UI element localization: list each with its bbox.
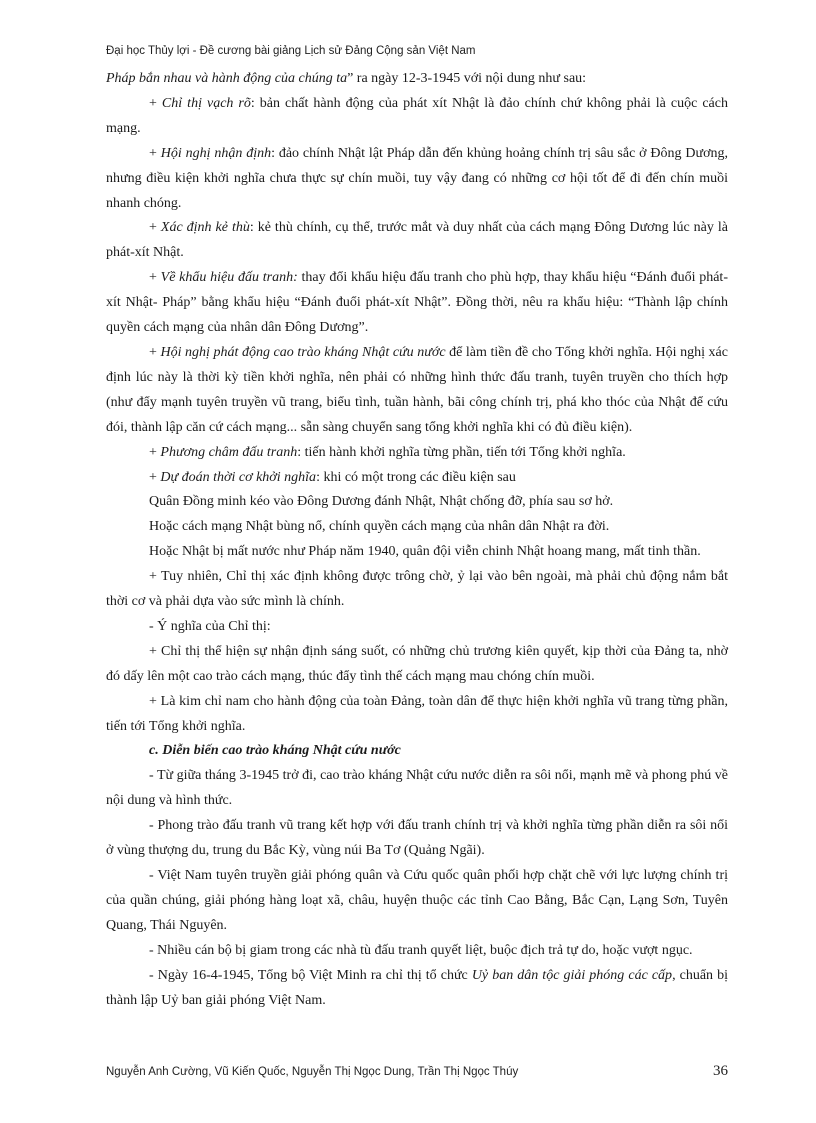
paragraph: + Phương châm đấu tranh: tiến hành khởi nghĩa từng phần, tiến tới Tổng khởi nghĩa. (149, 444, 626, 460)
paragraph: - Ngày 16-4-1945, Tổng bộ Việt Minh ra chỉ thị tổ chức Uỷ ban dân tộc giải phóng các cấp, chuẩn bị thành lập Uỷ ban giải phóng Việt Nam. (106, 967, 728, 1008)
paragraph: Pháp bắn nhau và hành động của chúng ta” ra ngày 12-3-1945 với nội dung như sau: (106, 71, 587, 86)
paragraph: - Việt Nam tuyên truyền giải phóng quân và Cứu quốc quân phối hợp chặt chẽ với lực lượng chính trị của quần chúng, giải phóng hàng loạt xã, châu, huyện thuộc các tỉnh Cao Bằng, Bắc Cạn, Lạng Sơn, Tuyên Quang, Thái Nguyên. (106, 868, 728, 933)
paragraph: + Chỉ thị vạch rõ: bản chất hành động của phát xít Nhật là đảo chính chứ không phải là cuộc cách mạng. (106, 95, 728, 136)
italic-phrase: Chỉ thị vạch rõ (161, 95, 251, 111)
italic-phrase: Hội nghị nhận định (160, 145, 272, 161)
paragraph: - Ý nghĩa của Chỉ thị: (149, 618, 271, 634)
paragraph: + Tuy nhiên, Chỉ thị xác định không được trông chờ, ỷ lại vào bên ngoài, mà phải chủ động nắm bắt thời cơ và phải dựa vào sức mình là chính. (106, 569, 728, 610)
section-heading: c. Diễn biến cao trào kháng Nhật cứu nước (149, 743, 401, 759)
paragraph: + Hội nghị nhận định: đảo chính Nhật lật Pháp dẫn đến khủng hoảng chính trị sâu sắc ở Đông Dương, nhưng điều kiện khởi nghĩa chưa thực sự chín muồi, tuy vậy đang có những cơ hội tốt để đi đến chín muồi nhanh chóng. (106, 145, 728, 211)
italic-phrase: Hội nghị phát động cao trào kháng Nhật cứu nước (160, 344, 446, 360)
paragraph: - Từ giữa tháng 3-1945 trở đi, cao trào kháng Nhật cứu nước diễn ra sôi nổi, mạnh mẽ và phong phú về nội dung và hình thức. (106, 768, 728, 809)
paragraph: + Là kim chỉ nam cho hành động của toàn Đảng, toàn dân để thực hiện khởi nghĩa vũ trang từng phần, tiến tới Tổng khởi nghĩa. (106, 693, 728, 734)
page-number: 36 (713, 1063, 728, 1079)
paragraph: + Xác định kẻ thù: kẻ thù chính, cụ thể, trước mắt và duy nhất của cách mạng Đông Dương lúc này là phát-xít Nhật. (106, 220, 728, 261)
paragraph: Quân Đồng minh kéo vào Đông Dương đánh Nhật, Nhật chống đỡ, phía sau sơ hở. (149, 494, 614, 510)
paragraph: + Dự đoán thời cơ khởi nghĩa: khi có một trong các điều kiện sau (149, 469, 516, 485)
paragraph: - Phong trào đấu tranh vũ trang kết hợp với đấu tranh chính trị và khởi nghĩa từng phần diễn ra sôi nổi ở vùng thượng du, trung du Bắc Kỳ, vùng núi Ba Tơ (Quảng Ngãi). (106, 818, 728, 859)
italic-phrase: Pháp bắn nhau và hành động của chúng ta (106, 71, 348, 86)
paragraph: + Hội nghị phát động cao trào kháng Nhật cứu nước để làm tiền đề cho Tổng khởi nghĩa. Hội nghị xác định lúc này là thời kỳ tiền khởi nghĩa, nên phải có những hình thức đấu tranh, tuyên truyền cho thích hợp (như đẩy mạnh tuyên truyền vũ trang, biểu tình, tuần hành, bãi công chính trị, phá kho thóc của Nhật để cứu đói, thành lập căn cứ cách mạng... sẵn sàng chuyển sang tổng khởi nghĩa khi có đủ điều kiện). (106, 344, 728, 435)
italic-phrase: Phương châm đấu tranh (160, 444, 298, 460)
italic-phrase: Uỷ ban dân tộc giải phóng các cấp (471, 967, 673, 983)
italic-phrase: Dự đoán thời cơ khởi nghĩa (160, 469, 317, 485)
page-header: Đại học Thủy lợi - Đề cương bài giảng Lịch sử Đảng Cộng sản Việt Nam (106, 45, 476, 57)
document-body (106, 67, 728, 1013)
italic-phrase: Xác định kẻ thù (160, 220, 250, 236)
paragraph: - Nhiều cán bộ bị giam trong các nhà tù đấu tranh quyết liệt, buộc địch trả tự do, hoặc vượt ngục. (149, 942, 693, 958)
paragraph: + Chỉ thị thể hiện sự nhận định sáng suốt, có những chủ trương kiên quyết, kịp thời của Đảng ta, nhờ đó dấy lên một cao trào cách mạng, thúc đẩy tình thế cách mạng mau chóng chín muồi. (106, 643, 728, 684)
italic-phrase: Về khẩu hiệu đấu tranh: (160, 270, 298, 286)
paragraph: Hoặc cách mạng Nhật bùng nổ, chính quyền cách mạng của nhân dân Nhật ra đời. (149, 519, 610, 535)
footer-authors: Nguyễn Anh Cường, Vũ Kiến Quốc, Nguyễn Thị Ngọc Dung, Trần Thị Ngọc Thúy (106, 1066, 519, 1078)
paragraph: Hoặc Nhật bị mất nước như Pháp năm 1940, quân đội viễn chinh Nhật hoang mang, mất tinh thần. (149, 544, 701, 560)
paragraph: + Về khẩu hiệu đấu tranh: thay đổi khẩu hiệu đấu tranh cho phù hợp, thay khẩu hiệu “Đánh đuổi phát-xít Nhật- Pháp” bằng khẩu hiệu “Đánh đuổi phát-xít Nhật”. Đồng thời, nêu ra khẩu hiệu: “Thành lập chính quyền cách mạng của nhân dân Đông Dương”. (106, 270, 728, 336)
